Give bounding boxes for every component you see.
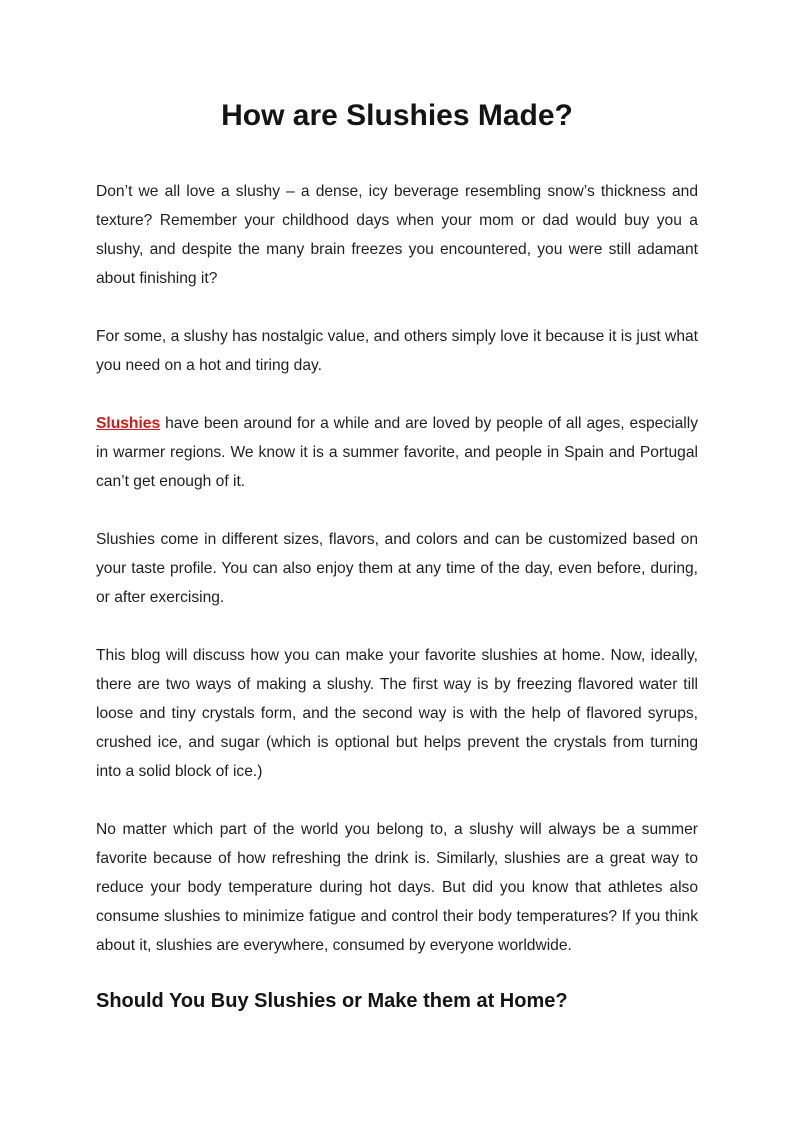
paragraph-varieties: Slushies come in different sizes, flavors, and colors and can be customized based on your taste profile. You can also enjoy them at any time of the day, even before, during, or after exercising. bbox=[96, 531, 698, 606]
slushies-link[interactable]: Slushies bbox=[96, 415, 161, 432]
article-body bbox=[96, 177, 698, 960]
paragraph-methods: This blog will discuss how you can make your favorite slushies at home. Now, ideally, there are two ways of making a slushy. The first way is by freezing flavored water till loose and tiny crystals form, and the second way is with the help of flavored syrups, crushed ice, and sugar (which is optional but helps prevent the crystals from turning into a solid block of ice.) bbox=[96, 647, 698, 780]
paragraph-popularity-text: have been around for a while and are loved by people of all ages, especially in warmer regions. We know it is a summer favorite, and people in Spain and Portugal can’t get enough of it. bbox=[96, 415, 698, 490]
paragraph-benefits: No matter which part of the world you belong to, a slushy will always be a summer favorite because of how refreshing the drink is. Similarly, slushies are a great way to reduce your body temperature during hot days. But did you know that athletes also consume slushies to minimize fatigue and control their body temperatures? If you think about it, slushies are everywhere, consumed by everyone worldwide. bbox=[96, 821, 698, 954]
section-heading: Should You Buy Slushies or Make them at Home? bbox=[96, 990, 568, 1012]
paragraph-nostalgia: For some, a slushy has nostalgic value, and others simply love it because it is just what you need on a hot and tiring day. bbox=[96, 328, 698, 374]
page-title: How are Slushies Made? bbox=[221, 99, 573, 132]
paragraph-intro: Don’t we all love a slushy – a dense, icy beverage resembling snow’s thickness and texture? Remember your childhood days when your mom or dad would buy you a slushy, and despite the many brain freezes you encountered, you were still adamant about finishing it? bbox=[96, 183, 698, 287]
paragraph-popularity bbox=[96, 409, 698, 496]
